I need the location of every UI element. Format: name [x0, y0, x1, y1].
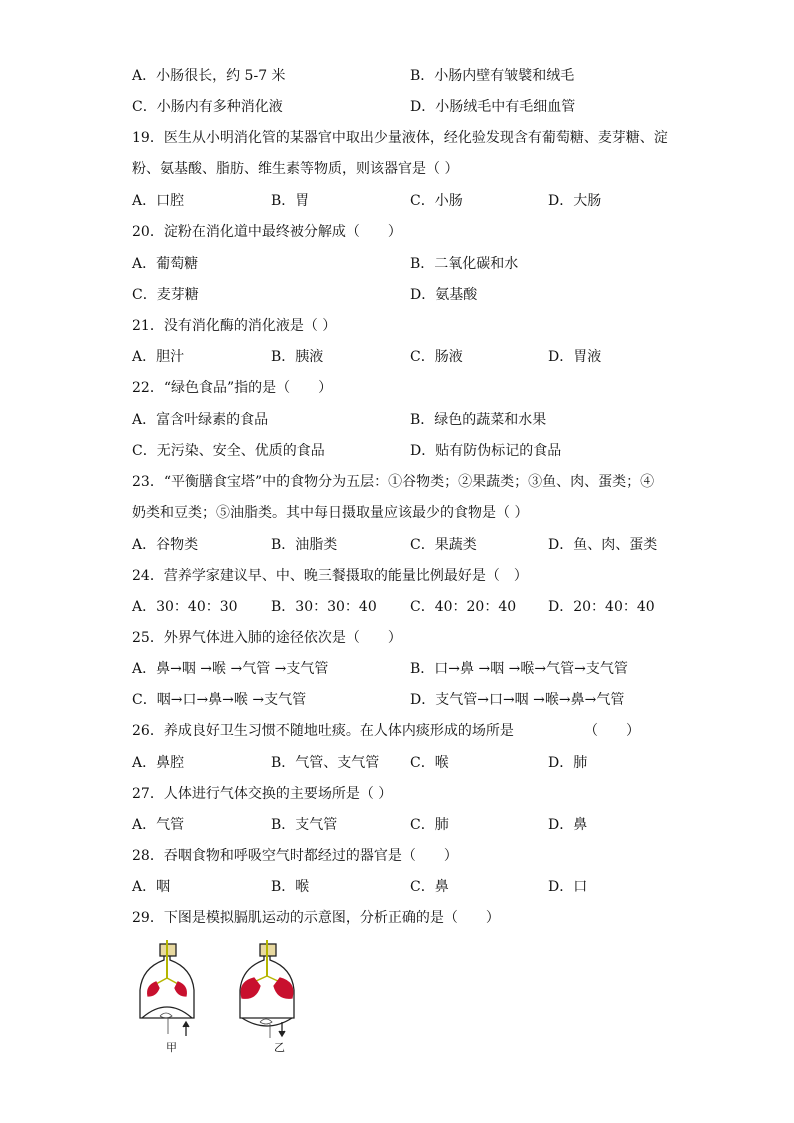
- q24-option-a: A．30：40：30: [132, 599, 238, 615]
- q29-stem: 29．下图是模拟膈肌运动的示意图，分析正确的是（ ）: [132, 910, 500, 926]
- q24-stem: 24．营养学家建议早、中、晚三餐摄取的能量比例最好是（ ）: [132, 568, 528, 584]
- q22-option-a: A．富含叶绿素的食品: [132, 412, 269, 428]
- q26-option-d: D．肺: [548, 755, 588, 771]
- q20-option-c: C．麦芽糖: [132, 287, 199, 303]
- q26-option-a: A．鼻腔: [132, 755, 185, 771]
- q21-option-b: B．胰液: [271, 349, 324, 365]
- q18-option-d: D．小肠绒毛中有毛细血管: [410, 99, 576, 115]
- q20-option-b: B．二氧化碳和水: [410, 256, 519, 272]
- q21-option-c: C．肠液: [410, 349, 463, 365]
- q28-option-a: A．咽: [132, 879, 171, 895]
- q22-option-c: C．无污染、安全、优质的食品: [132, 443, 325, 459]
- q26-option-c: C．喉: [410, 755, 449, 771]
- q25-option-d: D．支气管→口→咽 →喉→鼻→气管: [410, 692, 625, 708]
- lung-left-jia: [148, 982, 159, 996]
- q24-option-c: C．40：20：40: [410, 599, 517, 615]
- diaphragm-model-diagram: [132, 938, 332, 1058]
- q27-option-d: D．鼻: [548, 817, 588, 833]
- figure-label-jia: 甲: [166, 1041, 177, 1054]
- q27-option-a: A．气管: [132, 817, 185, 833]
- q23-option-d: D．鱼、肉、蛋类: [548, 537, 658, 553]
- q23-option-a: A．谷物类: [132, 537, 199, 553]
- figure-label-yi: 乙: [274, 1041, 285, 1054]
- q25-option-a: A．鼻→咽 →喉 →气管 →支气管: [132, 661, 329, 677]
- q24-option-d: D．20：40：40: [548, 599, 655, 615]
- q18-option-a: A．小肠很长，约 5-7 米: [132, 68, 286, 84]
- q22-stem: 22．“绿色食品”指的是（ ）: [132, 380, 333, 396]
- jar-yi: [240, 940, 294, 1038]
- q19-stem-line1: 19．医生从小明消化管的某器官中取出少量液体，经化验发现含有葡萄糖、麦芽糖、淀: [132, 130, 668, 146]
- q26-answer-paren: （ ）: [584, 723, 640, 739]
- q28-stem: 28．吞咽食物和呼吸空气时都经过的器官是（ ）: [132, 848, 458, 864]
- q25-option-c: C．咽→口→鼻→喉 →支气管: [132, 692, 307, 708]
- q20-option-a: A．葡萄糖: [132, 256, 199, 272]
- q21-stem: 21．没有消化酶的消化液是（ ）: [132, 318, 337, 334]
- q25-stem: 25．外界气体进入肺的途径依次是（ ）: [132, 630, 402, 646]
- diaphragm-membrane-jia: [142, 1007, 192, 1018]
- q26-stem: 26．养成良好卫生习惯不随地吐痰。在人体内痰形成的场所是: [132, 723, 514, 739]
- q23-option-b: B．油脂类: [271, 537, 338, 553]
- q23-stem-line1: 23．“平衡膳食宝塔”中的食物分为五层：①谷物类；②果蔬类；③鱼、肉、蛋类；④: [132, 474, 655, 490]
- q19-option-c: C．小肠: [410, 193, 463, 209]
- q19-option-d: D．大肠: [548, 193, 602, 209]
- q22-option-d: D．贴有防伪标记的食品: [410, 443, 562, 459]
- q18-option-b: B．小肠内壁有皱襞和绒毛: [410, 68, 575, 84]
- q20-option-d: D．氨基酸: [410, 287, 478, 303]
- q23-option-c: C．果蔬类: [410, 537, 477, 553]
- diaphragm-model-figure: [132, 938, 332, 1058]
- q28-option-d: D．口: [548, 879, 588, 895]
- q19-option-a: A．口腔: [132, 193, 185, 209]
- q22-option-b: B．绿色的蔬菜和水果: [410, 412, 547, 428]
- q23-stem-line2: 奶类和豆类；⑤油脂类。其中每日摄取量应该最少的食物是（ ）: [132, 505, 529, 521]
- q19-stem-line2: 粉、氨基酸、脂肪、维生素等物质，则该器官是（ ）: [132, 161, 459, 177]
- q27-option-b: B．支气管: [271, 817, 338, 833]
- q28-option-c: C．鼻: [410, 879, 449, 895]
- q24-option-b: B．30：30：40: [271, 599, 377, 615]
- q21-option-a: A．胆汁: [132, 349, 185, 365]
- q27-stem: 27．人体进行气体交换的主要场所是（ ）: [132, 786, 393, 802]
- q25-option-b: B．口→鼻 →咽 →喉→气管→支气管: [410, 661, 628, 677]
- jar-jia: [140, 940, 194, 1036]
- lung-right-jia: [175, 982, 186, 996]
- q21-option-d: D．胃液: [548, 349, 602, 365]
- q26-option-b: B．气管、支气管: [271, 755, 380, 771]
- q20-stem: 20．淀粉在消化道中最终被分解成（ ）: [132, 224, 402, 240]
- q28-option-b: B．喉: [271, 879, 310, 895]
- q19-option-b: B．胃: [271, 193, 310, 209]
- q27-option-c: C．肺: [410, 817, 449, 833]
- q18-option-c: C．小肠内有多种消化液: [132, 99, 283, 115]
